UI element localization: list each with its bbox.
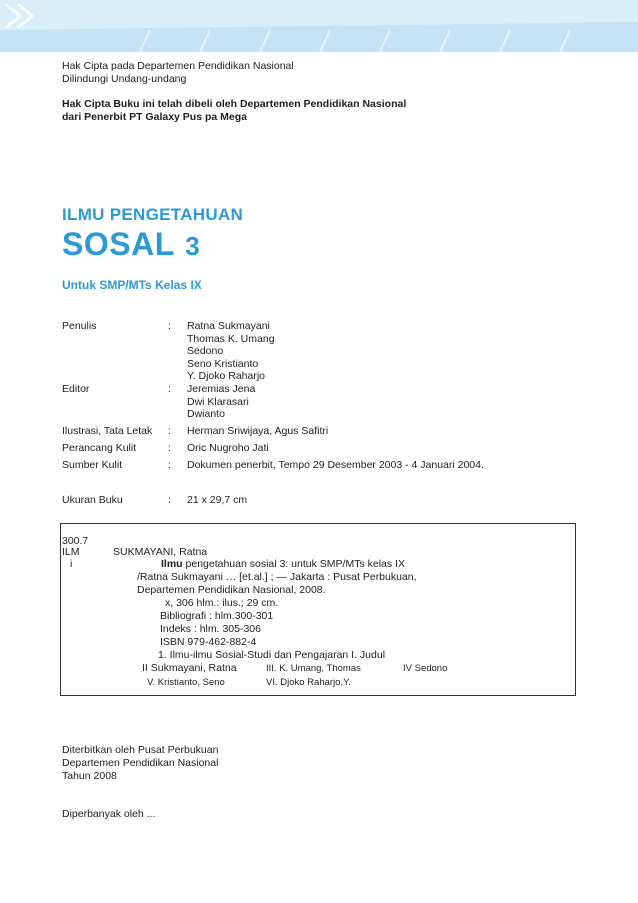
catalog-index: Indeks : hlm. 305-306 xyxy=(160,623,261,635)
catalog-author: SUKMAYANI, Ratna xyxy=(113,546,208,558)
publisher-line: Diterbitkan oleh Pusat Perbukuan xyxy=(62,744,219,756)
catalog-title-rest: pengetahuan sosial 3: untuk SMP/MTs kelas IX xyxy=(185,558,405,570)
catalog-added-entry: IV Sedono xyxy=(403,663,448,674)
author-name: Ratna Sukmayani xyxy=(187,320,270,332)
colon: : xyxy=(168,320,171,332)
colon: : xyxy=(168,383,171,395)
catalog-added-entry: II Sukmayani, Ratna xyxy=(142,662,237,674)
header-banner xyxy=(0,0,638,52)
catalog-isbn: ISBN 979-462-882-4 xyxy=(160,636,257,648)
catalog-publisher: Departemen Pendidikan Nasional, 2008. xyxy=(137,584,326,596)
catalog-added-entry: III. K. Umang, Thomas xyxy=(266,663,361,674)
catalog-added-entry: V. Kristianto, Seno xyxy=(147,677,225,688)
colon: : xyxy=(168,425,171,437)
ilustrasi-label: Ilustrasi, Tata Letak xyxy=(62,425,153,437)
catalog-ilm: ILM xyxy=(62,546,80,558)
publication-year: Tahun 2008 xyxy=(62,770,117,782)
colon: : xyxy=(168,442,171,454)
penulis-label: Penulis xyxy=(62,320,97,332)
copyright-line: Dilindungi Undang-undang xyxy=(62,73,187,85)
ukuran-label: Ukuran Buku xyxy=(62,494,123,506)
catalog-subject: 1. Ilmu-ilmu Sosial-Studi dan Pengajaran I. Judul xyxy=(158,649,386,661)
copyright-publisher: dari Penerbit PT Galaxy Pus pa Mega xyxy=(62,111,247,123)
book-title-line2 xyxy=(62,226,200,263)
editor-label: Editor xyxy=(62,383,90,395)
catalog-bibliography: Bibliografi : hlm.300-301 xyxy=(160,610,274,622)
colon: : xyxy=(168,494,171,506)
reproduced-by: Diperbanyak oleh ... xyxy=(62,808,156,820)
perancang-value: Oric Nugroho Jati xyxy=(187,442,269,454)
author-name: Thomas K. Umang xyxy=(187,332,275,345)
catalog-physical: x, 306 hlm.: ilus.; 29 cm. xyxy=(165,597,279,609)
catalog-responsibility: /Ratna Sukmayani … [et.al.] ; — Jakarta : Pusat Perbukuan, xyxy=(137,571,417,583)
author-name: Seno Kristianto xyxy=(187,357,259,370)
sumber-label: Sumber Kulit xyxy=(62,459,123,471)
ilustrasi-value: Herman Sriwijaya, Agus Safitri xyxy=(187,425,329,437)
sumber-value: Dokumen penerbit, Tempo 29 Desember 2003 - 4 Januari 2004. xyxy=(187,459,484,471)
catalog-i: i xyxy=(70,558,73,570)
editor-name: Dwianto xyxy=(187,408,225,420)
perancang-label: Perancang Kulit xyxy=(62,442,137,454)
book-title-line1: ILMU PENGETAHUAN xyxy=(62,205,244,224)
book-title-number: 3 xyxy=(185,231,200,261)
editor-name: Jeremias Jena xyxy=(187,383,256,395)
editor-name: Dwi Klarasari xyxy=(187,395,249,408)
publisher-line: Departemen Pendidikan Nasional xyxy=(62,757,219,769)
book-title-main: SOSAL xyxy=(62,226,175,262)
author-list xyxy=(187,320,275,383)
catalog-title-bold: Ilmu xyxy=(161,558,183,570)
catalog-title xyxy=(161,558,405,570)
colon: : xyxy=(168,459,171,471)
book-subtitle: Untuk SMP/MTs Kelas IX xyxy=(62,278,202,292)
catalog-added-entry: VI. Djoko Raharjo,Y. xyxy=(266,677,351,688)
author-name: Y. Djoko Raharjo xyxy=(187,370,266,382)
editor-list xyxy=(187,383,255,421)
copyright-purchase: Hak Cipta Buku ini telah dibeli oleh Departemen Pendidikan Nasional xyxy=(62,98,407,110)
copyright-line: Hak Cipta pada Departemen Pendidikan Nasional xyxy=(62,60,294,72)
ukuran-value: 21 x 29,7 cm xyxy=(187,494,248,506)
author-name: Sedono xyxy=(187,345,224,357)
catalog-code: 300.7 xyxy=(62,535,89,547)
